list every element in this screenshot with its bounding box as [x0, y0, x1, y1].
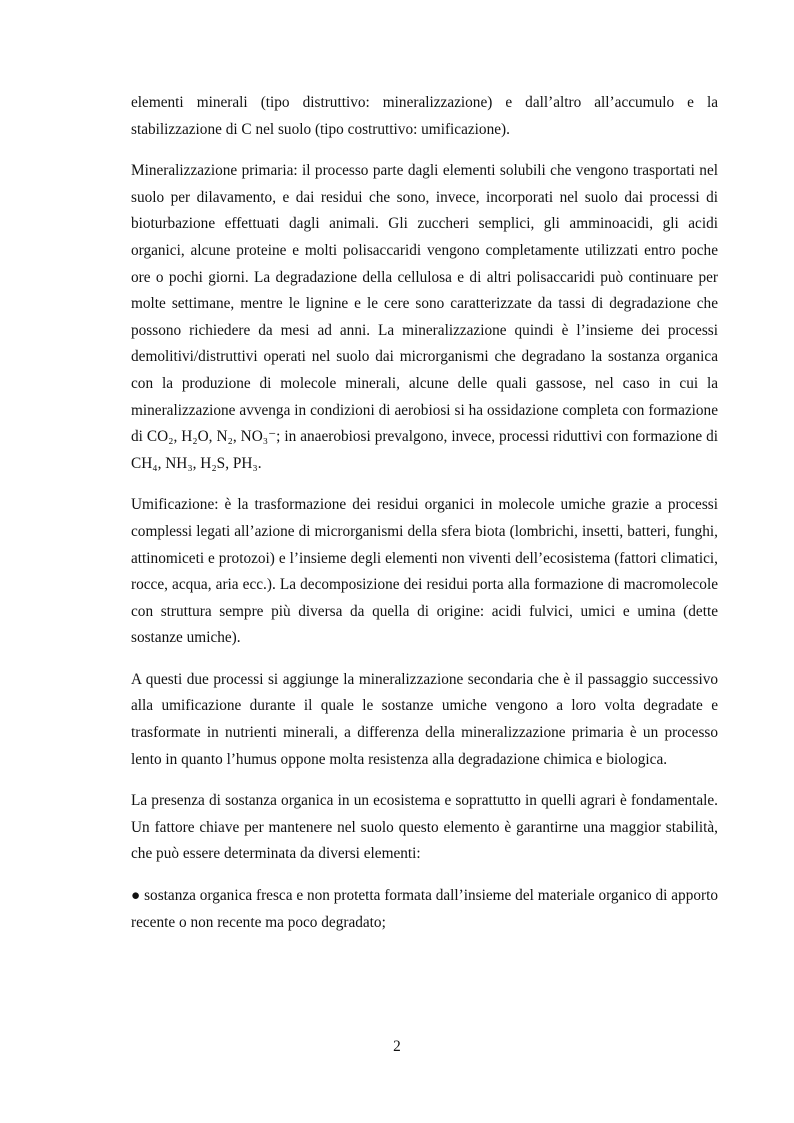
paragraph-continuation: elementi minerali (tipo distruttivo: mineralizzazione) e dall’altro all’accumulo e la stabilizzazione di C nel suolo (tipo costruttivo: umificazione).	[131, 94, 718, 138]
paragraph-mineralizzazione-primaria: Mineralizzazione primaria: il processo parte dagli elementi solubili che vengono trasportati nel suolo per dilavamento, e dai residui che sono, invece, incorporati nel suolo dai processi di bioturbazione effettuati dagli animali. Gli zuccheri semplici, gli amminoacidi, gli acidi organici, alcune proteine e molti polisaccaridi vengono completamente utilizzati entro poche ore o pochi giorni. La degradazione della cellulosa e di altri polisaccaridi può continuare per molte settimane, mentre le lignine e le cere sono caratterizzate da tassi di degradazione che possono richiedere da mesi ad anni. La mineralizzazione quindi è l’insieme dei processi demolitivi/distruttivi operati nel suolo dai microrganismi che degradano la sostanza organica con la produzione di molecole minerali, alcune delle quali gassose, nel caso in cui la mineralizzazione avvenga in condizioni di aerobiosi si ha ossidazione completa con formazione di CO₂, H₂O, N₂, NO₃⁻; in anaerobiosi prevalgono, invece, processi riduttivi con formazione di CH₄, NH₃, H₂S, PH₃.	[131, 162, 718, 472]
paragraph-sostanza-organica: La presenza di sostanza organica in un ecosistema e soprattutto in quelli agrari è fondamentale. Un fattore chiave per mantenere nel suolo questo elemento è garantirne una maggior stabilità, che può essere determinata da diversi elementi:	[131, 792, 718, 863]
paragraph-umificazione: Umificazione: è la trasformazione dei residui organici in molecole umiche grazie a processi complessi legati all’azione di microrganismi della sfera biota (lombrichi, insetti, batteri, funghi, attinomiceti e protozoi) e l’insieme degli elementi non viventi dell’ecosistema (fattori climatici, rocce, acqua, aria ecc.). La decomposizione dei residui porta alla formazione di macromolecole con struttura sempre più diversa da quella di origine: acidi fulvici, umici e umina (dette sostanze umiche).	[131, 496, 718, 647]
bullet-item: ● sostanza organica fresca e non protetta formata dall’insieme del materiale organico di apporto recente o non recente ma poco degradato;	[131, 887, 718, 931]
page-number: 2	[393, 1038, 401, 1055]
page-body	[131, 90, 718, 951]
paragraph-mineralizzazione-secondaria: A questi due processi si aggiunge la mineralizzazione secondaria che è il passaggio successivo alla umificazione durante il quale le sostanze umiche vengono a loro volta degradate e trasformate in nutrienti minerali, a differenza della mineralizzazione primaria è un processo lento in quanto l’humus oppone molta resistenza alla degradazione chimica e biologica.	[131, 670, 718, 768]
